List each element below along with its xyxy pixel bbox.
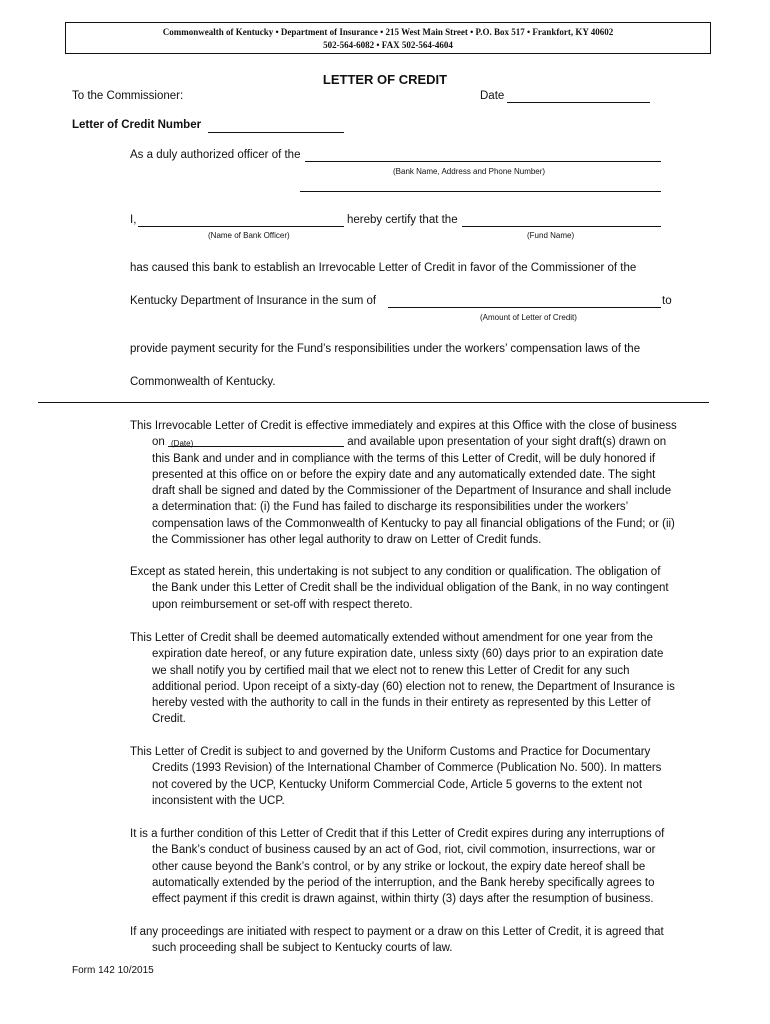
text-line: other cause beyond the Bank’s control, or by any strike or lockout, the expiry date hereof shall be <box>152 860 646 873</box>
to-text: to <box>662 295 672 307</box>
date-label: Date <box>480 90 505 102</box>
bank-caption: (Bank Name, Address and Phone Number) <box>393 167 546 176</box>
text-line: upon reimbursement or set-off with respect thereto. <box>152 598 413 611</box>
available-text: and available upon presentation of your sight draft(s) drawn on <box>347 436 667 449</box>
text-line: hereby vested with the authority to call in the funds in their entirety as represented by this Letter of <box>152 697 651 710</box>
text-line: Credit. <box>152 713 186 726</box>
text-line-date <box>130 434 670 450</box>
body-line-3: provide payment security for the Fund’s responsibilities under the workers’ compensation laws of the <box>130 343 641 355</box>
text-line: automatically extended by the period of the interruption, and the Bank hereby specifically agrees to <box>152 876 655 889</box>
body-line-4: Commonwealth of Kentucky. <box>130 376 276 388</box>
officer-caption: (Name of Bank Officer) <box>208 231 290 240</box>
section-divider <box>38 402 709 403</box>
text-line: This Letter of Credit is subject to and governed by the Uniform Customs and Practice for Documentary <box>130 746 651 758</box>
paragraph-extension <box>130 630 675 728</box>
text-line: additional period. Upon receipt of a sixty-day (60) election not to renew, the Department of Insurance is <box>152 680 675 693</box>
text-line: not covered by the UCP, Kentucky Uniform Commercial Code, Article 5 governs to the extent not <box>152 778 643 791</box>
text-line: such proceeding shall be subject to Kentucky courts of law. <box>152 942 453 955</box>
officer-line-label: As a duly authorized officer of the <box>130 149 301 161</box>
i-label: I, <box>130 214 137 226</box>
officer-name-field[interactable] <box>138 226 344 227</box>
to-commissioner-label: To the Commissioner: <box>72 90 184 102</box>
header-phone: 502-564-6082 • FAX 502-564-4604 <box>323 40 453 50</box>
text-line: This Irrevocable Letter of Credit is effective immediately and expires at this Office with the close of business <box>130 420 677 432</box>
text-line: the Commissioner has other legal authority to draw on Letter of Credit funds. <box>152 534 542 547</box>
header-box <box>65 22 711 54</box>
form-number: Form 142 10/2015 <box>72 965 154 976</box>
on-text: on <box>152 436 165 449</box>
text-line: presented at this office on or before the expiry date and any automatically extended date. The sight <box>152 468 656 481</box>
bank-address-field[interactable] <box>300 191 661 192</box>
paragraph-interruption <box>130 826 670 907</box>
paragraph-effective <box>130 418 677 548</box>
body-line-1: has caused this bank to establish an Irrevocable Letter of Credit in favor of the Commissioner of the <box>130 262 637 274</box>
certify-text: hereby certify that the <box>347 214 458 226</box>
text-line: expiration date hereof, or any future expiration date, unless sixty (60) days prior to an expiration date <box>152 648 664 661</box>
text-line: If any proceedings are initiated with respect to payment or a draw on this Letter of Credit, it is agreed that <box>130 926 664 938</box>
text-line: This Letter of Credit shall be deemed automatically extended without amendment for one year from the <box>130 632 653 644</box>
date-field[interactable] <box>507 102 650 103</box>
text-line: this Bank and under and in compliance with the terms of this Letter of Credit, will be duly honored if <box>152 452 656 465</box>
text-line: effect payment if this credit is drawn against, within thirty (3) days after the resumption of business. <box>152 893 654 906</box>
text-line: Except as stated herein, this undertaking is not subject to any condition or qualification. The obligation of <box>130 566 661 578</box>
text-line: we shall notify you by certified mail that we elect not to renew this Letter of Credit for any such <box>152 664 630 677</box>
text-line: compensation laws of the Commonwealth of Kentucky to pay all financial obligations of the Fund; or (ii) <box>152 517 675 530</box>
paragraph-proceedings <box>130 924 670 957</box>
text-line: draft shall be signed and dated by the Commissioner of the Department of Insurance and shall include <box>152 485 672 498</box>
paragraph-ucp <box>130 744 670 809</box>
body-line-2: Kentucky Department of Insurance in the sum of <box>130 295 377 307</box>
text-line: a determination that: (i) the Fund has failed to discharge its responsibilities under the workers’ <box>152 501 629 514</box>
date-caption: (Date) <box>171 439 194 449</box>
loc-number-field[interactable] <box>208 132 344 133</box>
bank-name-field[interactable] <box>305 161 661 162</box>
expiry-date-field[interactable] <box>168 434 344 447</box>
fund-name-field[interactable] <box>462 226 661 227</box>
loc-number-label: Letter of Credit Number <box>72 119 202 131</box>
text-line: the Bank’s conduct of business caused by an act of God, riot, civil commotion, insurrections, war or <box>152 844 656 857</box>
text-line: inconsistent with the UCP. <box>152 794 285 807</box>
text-line: Credits (1993 Revision) of the International Chamber of Commerce (Publication No. 500). In matters <box>152 762 662 775</box>
amount-caption: (Amount of Letter of Credit) <box>480 313 577 322</box>
text-line: the Bank under this Letter of Credit shall be the individual obligation of the Bank, in no way contingent <box>152 582 669 595</box>
header-address: Commonwealth of Kentucky • Department of Insurance • 215 West Main Street • P.O. Box 517 • Frankfort, KY 40602 <box>162 27 614 37</box>
fund-caption: (Fund Name) <box>527 231 575 240</box>
text-line: It is a further condition of this Letter of Credit that if this Letter of Credit expires during any interruptions of <box>130 828 665 840</box>
page-title: LETTER OF CREDIT <box>322 72 448 87</box>
paragraph-undertaking <box>130 564 670 613</box>
amount-field[interactable] <box>388 307 661 308</box>
